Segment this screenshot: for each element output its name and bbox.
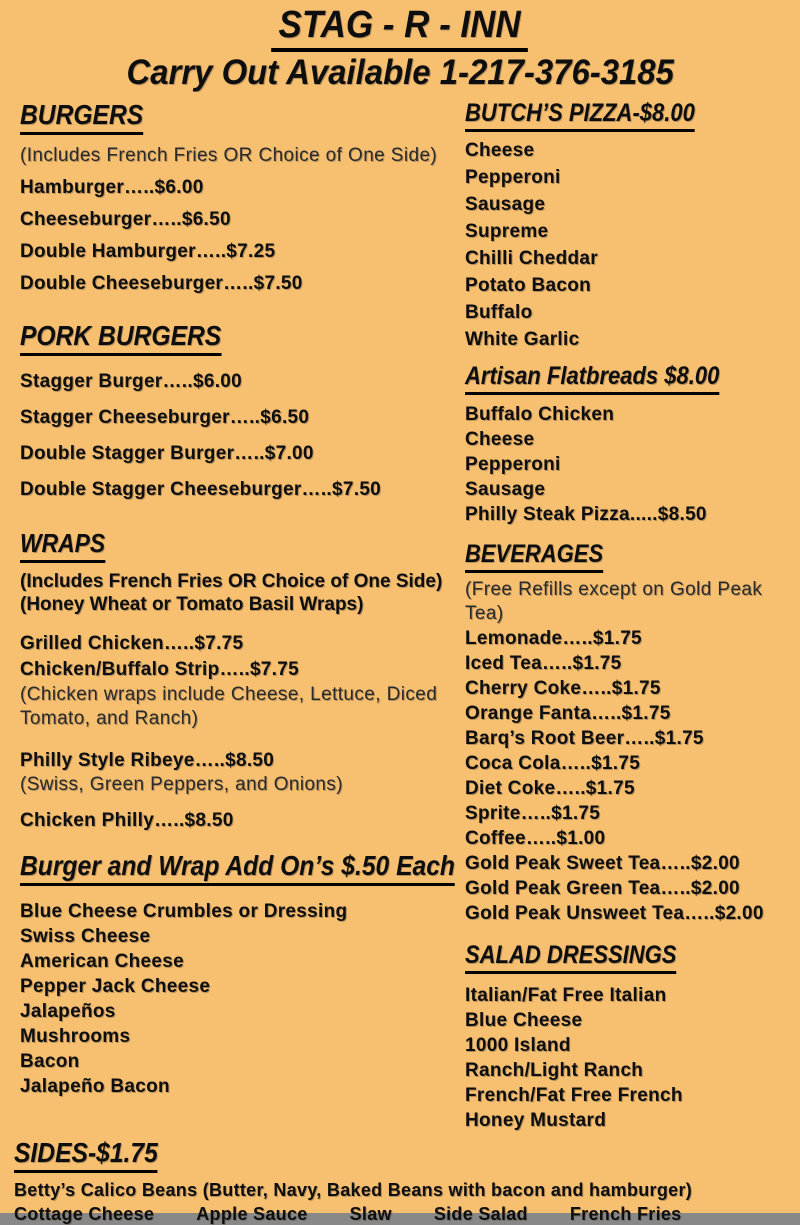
menu-item: Chilli Cheddar [465, 248, 598, 269]
wraps-note-breads: (Honey Wheat or Tomato Basil Wraps) [20, 594, 364, 615]
section-flatbreads [465, 362, 800, 527]
menu-item: Gold Peak Sweet Tea…..$2.00 [465, 853, 740, 874]
menu-item: Ranch/Light Ranch [465, 1060, 644, 1081]
beverages-list [465, 626, 800, 926]
menu-item: Coffee…..$1.00 [465, 828, 606, 849]
menu-item: Italian/Fat Free Italian [465, 985, 667, 1006]
menu-item: Potato Bacon [465, 275, 592, 296]
menu-item: Gold Peak Unsweet Tea…..$2.00 [465, 903, 764, 924]
menu-item-note: (Swiss, Green Peppers, and Onions) [20, 774, 344, 795]
section-sides [14, 1137, 800, 1225]
menu-item: White Garlic [465, 329, 580, 350]
menu-header [0, 0, 800, 93]
menu-item: Lemonade…..$1.75 [465, 628, 642, 649]
menu-item: Iced Tea…..$1.75 [465, 653, 622, 674]
menu-item: Pepperoni [465, 454, 561, 475]
menu-item: Buffalo Chicken [465, 404, 615, 425]
right-column [465, 99, 800, 1133]
menu-item: Pepperoni [465, 167, 561, 188]
menu-item: Hamburger…..$6.00 [20, 177, 204, 198]
menu-item: Cherry Coke…..$1.75 [465, 678, 661, 699]
menu-item: Gold Peak Green Tea…..$2.00 [465, 878, 740, 899]
menu-item: Swiss Cheese [20, 926, 151, 947]
menu-item: Cheeseburger…..$6.50 [20, 209, 231, 230]
section-wraps [20, 528, 465, 832]
sides-heading: SIDES-$1.75 [14, 1137, 158, 1173]
menu-item: Philly Style Ribeye…..$8.50 [20, 750, 275, 771]
section-burgers [20, 99, 465, 300]
sides-beans-line: Betty’s Calico Beans (Butter, Navy, Baked Beans with bacon and hamburger) [14, 1180, 693, 1200]
addons-heading: Burger and Wrap Add On’s $.50 Each [20, 850, 455, 886]
wraps-heading: WRAPS [20, 528, 105, 563]
menu-item: Bacon [20, 1051, 80, 1072]
burgers-list [20, 172, 465, 300]
menu-item: Cheese [465, 140, 535, 161]
menu-item: Sausage [465, 194, 546, 215]
menu-item: Grilled Chicken…..$7.75 [20, 633, 244, 654]
left-column [20, 99, 465, 1133]
flatbreads-list [465, 402, 800, 527]
menu-item: Double Hamburger…..$7.25 [20, 241, 276, 262]
burgers-heading: BURGERS [20, 99, 143, 135]
dressings-heading: SALAD DRESSINGS [465, 941, 676, 974]
burgers-note: (Includes French Fries OR Choice of One Side) [20, 145, 438, 166]
menu-columns [0, 93, 800, 1133]
addons-list [20, 899, 465, 1099]
menu-item: Supreme [465, 221, 549, 242]
dressings-list [465, 983, 800, 1133]
menu-item: French Fries [569, 1204, 682, 1224]
menu-item: Jalapeños [20, 1001, 116, 1022]
section-addons [20, 850, 465, 1099]
menu-item: American Cheese [20, 951, 184, 972]
menu-item: Double Cheeseburger…..$7.50 [20, 273, 303, 294]
pork-burgers-list [20, 364, 465, 508]
menu-item: 1000 Island [465, 1035, 571, 1056]
pizza-heading: BUTCH’S PIZZA-$8.00 [465, 99, 695, 132]
menu-item: Blue Cheese Crumbles or Dressing [20, 901, 348, 922]
menu-item: Double Stagger Cheeseburger…..$7.50 [20, 479, 382, 500]
section-pizza [465, 99, 800, 353]
menu-item: Slaw [349, 1204, 392, 1224]
menu-item: Apple Sauce [196, 1204, 308, 1224]
menu-item: Buffalo [465, 302, 533, 323]
menu-item: Sprite…..$1.75 [465, 803, 601, 824]
menu-item: Chicken/Buffalo Strip…..$7.75 [20, 659, 299, 680]
pizza-list [465, 137, 800, 353]
menu-item: Chicken Philly…..$8.50 [20, 810, 234, 831]
menu-item-note: (Chicken wraps include Cheese, Lettuce, Diced Tomato, and Ranch) [20, 684, 438, 729]
flatbreads-heading: Artisan Flatbreads $8.00 [465, 362, 719, 395]
menu-item: Blue Cheese [465, 1010, 583, 1031]
menu-item: Diet Coke…..$1.75 [465, 778, 635, 799]
beverages-heading: BEVERAGES [465, 540, 603, 573]
menu-item: Cottage Cheese [14, 1204, 155, 1224]
menu-item: Side Salad [433, 1204, 528, 1224]
menu-item: Pepper Jack Cheese [20, 976, 211, 997]
pork-burgers-heading: PORK BURGERS [20, 320, 221, 356]
menu-item: Orange Fanta…..$1.75 [465, 703, 671, 724]
menu-item: Stagger Burger…..$6.00 [20, 371, 243, 392]
carryout-phone-line: Carry Out Available 1-217-376-3185 [126, 53, 674, 92]
menu-item: Honey Mustard [465, 1110, 607, 1131]
section-pork-burgers [20, 320, 465, 508]
section-dressings [465, 941, 800, 1133]
menu-item: Mushrooms [20, 1026, 131, 1047]
menu-item: Coca Cola…..$1.75 [465, 753, 641, 774]
menu-item: Jalapeño Bacon [20, 1076, 170, 1097]
menu-item: Philly Steak Pizza.....$8.50 [465, 504, 707, 525]
section-beverages [465, 540, 800, 926]
menu-item: Barq’s Root Beer…..$1.75 [465, 728, 704, 749]
menu-item: Stagger Cheeseburger…..$6.50 [20, 407, 310, 428]
menu-item: French/Fat Free French [465, 1085, 683, 1106]
menu-item: Sausage [465, 479, 546, 500]
sides-list [14, 1204, 800, 1225]
menu-item: Double Stagger Burger…..$7.00 [20, 443, 314, 464]
beverages-note: (Free Refills except on Gold Peak Tea) [465, 579, 763, 624]
wraps-note-sides: (Includes French Fries OR Choice of One Side) [20, 571, 443, 592]
restaurant-title: STAG - R - INN [272, 4, 529, 52]
menu-item: Cheese [465, 429, 535, 450]
